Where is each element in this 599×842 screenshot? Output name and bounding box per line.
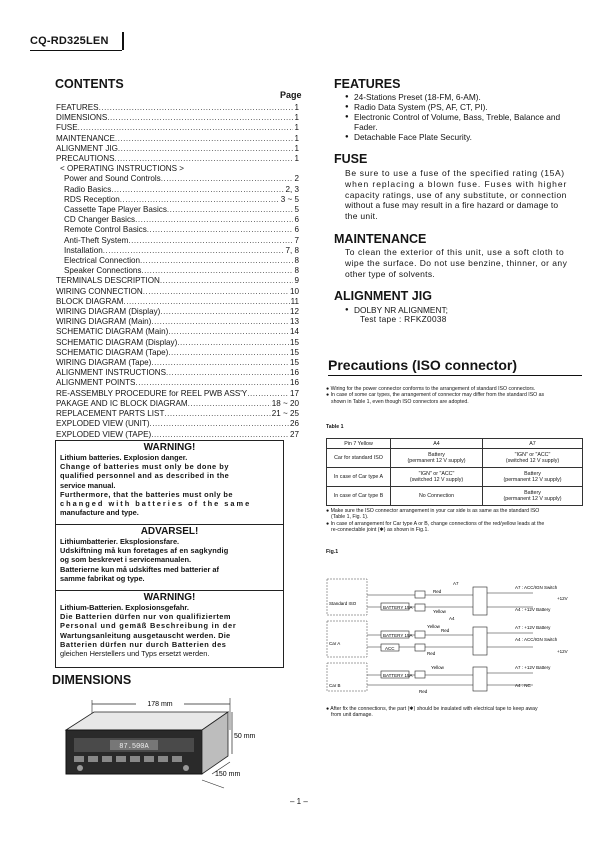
toc-row bbox=[56, 358, 299, 368]
warning-line: Lithium-Batterien. Explosionsgefahr. bbox=[60, 603, 189, 612]
toc-entry-title: TERMINALS DESCRIPTION bbox=[56, 276, 160, 286]
toc-row bbox=[56, 419, 299, 429]
toc-row bbox=[56, 225, 299, 235]
toc-row bbox=[56, 399, 299, 409]
table-row bbox=[327, 449, 583, 468]
table-cell: In case of Car type B bbox=[327, 487, 391, 506]
toc-entry-title: SCHEMATIC DIAGRAM (Main) bbox=[56, 327, 169, 337]
toc-entry-page: 9 bbox=[294, 276, 299, 286]
fig-battery-label: BATTERY 15A bbox=[383, 633, 413, 638]
toc-entry-title: REPLACEMENT PARTS LIST bbox=[56, 409, 165, 419]
toc-row bbox=[56, 185, 299, 195]
warning-german bbox=[56, 591, 283, 667]
fig-yellow-label: Yellow bbox=[427, 624, 440, 629]
feature-item: ● Detachable Face Plate Security. bbox=[345, 132, 585, 142]
warning-title: WARNING! bbox=[143, 592, 196, 603]
toc-row bbox=[56, 103, 299, 113]
warning-line: Lithium batteries. Explosion danger. bbox=[60, 453, 188, 462]
toc-entry-title: Power and Sound Controls bbox=[64, 174, 161, 184]
toc-leader-dots bbox=[247, 389, 289, 399]
toc-entry-title: PAKAGE AND IC BLOCK DIAGRAM bbox=[56, 398, 188, 408]
fig-red-label: Red bbox=[433, 589, 442, 594]
maintenance-line: other type of solvents. bbox=[345, 268, 436, 279]
warning-line: Furthermore, that the batteries must only be bbox=[60, 489, 233, 499]
toc-entry-title: FEATURES bbox=[56, 103, 99, 112]
note-line: ● In case of arrangement for Car type A or B, change connections of the red/yellow leads at the bbox=[326, 520, 545, 527]
toc-entry-title: Electrical Connection bbox=[64, 256, 141, 266]
fig-red-label: Red bbox=[419, 689, 428, 694]
maintenance-text bbox=[345, 247, 567, 279]
iso-connector-table bbox=[326, 438, 583, 506]
features-title: FEATURES bbox=[334, 77, 401, 91]
toc-leader-dots bbox=[123, 297, 289, 307]
toc-entry-page: 13 bbox=[289, 317, 299, 327]
table-cell: Battery (permanent 12 V supply) bbox=[391, 449, 483, 468]
fig-acc-label: ACC bbox=[385, 646, 395, 651]
table-row bbox=[327, 468, 583, 487]
table-header-cell: A7 bbox=[483, 439, 583, 449]
contents-title: CONTENTS bbox=[55, 77, 124, 91]
warning-line: qualified personnel and as described in the bbox=[60, 471, 230, 481]
warning-line: Batterien dürfen nur durch Batterien des bbox=[60, 639, 227, 649]
toc-leader-dots bbox=[115, 134, 294, 144]
page-number: – 1 – bbox=[290, 797, 308, 806]
toc-row bbox=[56, 123, 299, 133]
height-label: 50 mm bbox=[234, 733, 256, 740]
toc-entry-page: 1 bbox=[294, 113, 299, 123]
table-cell: No Connection bbox=[391, 487, 483, 506]
warning-danish bbox=[56, 525, 283, 591]
table-row bbox=[327, 487, 583, 506]
toc-entry-title: Cassette Tape Player Basics bbox=[64, 205, 167, 215]
toc-entry-title: Remote Control Basics bbox=[64, 225, 147, 235]
toc-row bbox=[56, 287, 299, 297]
toc-entry-title: MAINTENANCE bbox=[56, 133, 115, 143]
warning-line: Personal und gemäß Beschreibung in der bbox=[60, 621, 237, 631]
table-label: Table 1 bbox=[326, 424, 344, 430]
width-label: 178 mm bbox=[147, 701, 173, 708]
table-cell: Battery (permanent 12 V supply) bbox=[483, 468, 583, 487]
toc-entry-page: 26 bbox=[289, 419, 299, 429]
toc-entry-title: EXPLODED VIEW (TAPE) bbox=[56, 429, 152, 439]
features-list bbox=[345, 92, 585, 142]
iso-wiring-figure bbox=[323, 575, 585, 695]
note-line: re-connectable joint (✱) as shown in Fig.1. bbox=[331, 527, 429, 534]
toc-entry-title: < OPERATING INSTRUCTIONS > bbox=[60, 164, 184, 174]
toc-row bbox=[56, 348, 299, 358]
precautions-after-notes bbox=[326, 508, 588, 534]
table-cell: Battery (permanent 12 V supply) bbox=[483, 487, 583, 506]
toc-entry-title: DIMENSIONS bbox=[56, 113, 108, 123]
toc-leader-dots bbox=[167, 205, 294, 215]
toc-entry-page: 16 bbox=[289, 368, 299, 378]
alignment-item: ● DOLBY NR ALIGNMENT; bbox=[345, 305, 545, 315]
table-cell: "IGN" or "ACC" (switched 12 V supply) bbox=[391, 468, 483, 487]
footer-note bbox=[326, 706, 588, 719]
toc-entry-page: 18 ~ 20 bbox=[271, 398, 299, 408]
toc-row bbox=[56, 205, 299, 215]
toc-leader-dots bbox=[118, 144, 294, 154]
fuse-line: the unit. bbox=[345, 211, 378, 222]
warning-line: manufacture and type. bbox=[60, 508, 139, 518]
fig-a7-acc: A7 : ACC/IGN Switch bbox=[515, 585, 558, 590]
toc-entry-title: Installation bbox=[64, 245, 103, 255]
fig-red-label: Red bbox=[441, 628, 450, 633]
feature-item: ● 24-Stations Preset (18-FM, 6-AM). bbox=[345, 92, 585, 102]
toc-row bbox=[56, 409, 299, 419]
toc-row bbox=[56, 154, 299, 164]
fig-car-b-label: Car B bbox=[329, 683, 341, 688]
toc-row bbox=[56, 430, 299, 440]
toc-entry-page: 11 bbox=[290, 296, 299, 306]
toc-leader-dots bbox=[151, 358, 289, 368]
toc-row bbox=[56, 389, 299, 399]
toc-row bbox=[56, 307, 299, 317]
toc-row bbox=[56, 266, 299, 276]
fig-yellow-label: Yellow bbox=[433, 609, 446, 614]
toc-leader-dots bbox=[103, 246, 285, 256]
toc-leader-dots bbox=[141, 266, 293, 276]
toc-entry-title: WIRING DIAGRAM (Main) bbox=[56, 317, 152, 327]
fuse-line: capacity ratings, use of any substitute, or connection bbox=[345, 189, 567, 200]
fig-a7-bat: A7 : +12V Battery bbox=[515, 625, 551, 630]
fig-a4-acc: A4 : ACC/IGN Switch bbox=[515, 637, 558, 642]
toc-row bbox=[56, 144, 299, 154]
toc-leader-dots bbox=[166, 368, 289, 378]
note-line: ● Make sure the ISO connector arrangement in your car side is as same as the standard ISO bbox=[326, 508, 540, 514]
warning-line: Udskiftning må kun foretages af en sagkyndig bbox=[60, 546, 229, 556]
note-line: from unit damage. bbox=[331, 712, 373, 719]
warning-line: samme fabrikat og type. bbox=[60, 573, 145, 583]
table-header-cell: Pin 7 Yellow bbox=[327, 439, 391, 449]
note-line: (Table 1, Fig. 1). bbox=[331, 514, 369, 521]
fuse-title: FUSE bbox=[334, 152, 368, 166]
fuse-line: when replacing a blown fuse. Fuses with higher bbox=[345, 178, 568, 189]
fuse-text bbox=[345, 168, 567, 222]
toc-row bbox=[56, 113, 299, 123]
toc-entry-page: 2 bbox=[294, 174, 299, 184]
warning-title: WARNING! bbox=[143, 442, 196, 453]
warning-line: gleichen Herstellers und Typs ersetzt werden. bbox=[60, 649, 210, 659]
toc-entry-page: 3 ~ 5 bbox=[280, 194, 299, 204]
precautions-notes bbox=[326, 386, 586, 405]
warning-line: Batterierne kun må udskiftes med batterier af bbox=[60, 564, 219, 574]
warning-line: Wartungsanleitung ausgetauscht werden. Die bbox=[60, 630, 231, 640]
toc-leader-dots bbox=[111, 185, 284, 195]
toc-entry-page: 1 bbox=[294, 123, 299, 133]
precautions-title: Precautions (ISO connector) bbox=[328, 357, 518, 373]
table-header-cell: A4 bbox=[391, 439, 483, 449]
toc-row bbox=[56, 164, 299, 174]
toc-entry-page: 6 bbox=[294, 225, 299, 235]
toc-row bbox=[56, 174, 299, 184]
note-line: shown in Table 1, even though ISO connectors are adopted. bbox=[331, 398, 469, 405]
toc-row bbox=[56, 368, 299, 378]
toc-row bbox=[56, 297, 299, 307]
toc-page-label: Page bbox=[280, 90, 302, 100]
warning-line: changed with batteries of the same bbox=[60, 499, 252, 509]
toc-entry-page: 7, 8 bbox=[285, 245, 299, 255]
toc-leader-dots bbox=[99, 103, 294, 113]
alignment-test-tape: Test tape : RFKZ0038 bbox=[360, 314, 447, 324]
fig-standard-iso-label: Standard ISO bbox=[329, 601, 357, 606]
toc-leader-dots bbox=[160, 307, 289, 317]
toc-leader-dots bbox=[168, 327, 289, 337]
warning-line: Change of batteries must only be done by bbox=[60, 462, 230, 472]
warning-line: Die Batterien dürfen nur von qualifiziertem bbox=[60, 612, 231, 622]
toc-entry-title: Anti-Theft System bbox=[64, 235, 129, 245]
toc-entry-page: 5 bbox=[294, 205, 299, 215]
toc-row bbox=[56, 327, 299, 337]
fuse-line: without a fuse may result in a fire hazard or damage to bbox=[345, 200, 559, 211]
toc-entry-page: 8 bbox=[294, 266, 299, 276]
toc-row bbox=[56, 378, 299, 388]
toc-entry-page: 2, 3 bbox=[285, 184, 299, 194]
toc-row bbox=[56, 195, 299, 205]
table-cell: In case of Car type A bbox=[327, 468, 391, 487]
header-rule bbox=[30, 50, 122, 51]
toc-entry-title: ALIGNMENT INSTRUCTIONS bbox=[56, 368, 167, 378]
toc-leader-dots bbox=[160, 276, 294, 286]
table-cell: Car for standard ISO bbox=[327, 449, 391, 468]
fig-plus12: +12V bbox=[557, 596, 568, 601]
fig-red-label: Red bbox=[427, 651, 436, 656]
toc-entry-page: 8 bbox=[294, 256, 299, 266]
maintenance-title: MAINTENANCE bbox=[334, 232, 427, 246]
toc-entry-page: 15 bbox=[289, 337, 299, 347]
warning-line: og som beskrevet i servicemanualen. bbox=[60, 555, 192, 565]
toc-entry-title: RE-ASSEMBLY PROCEDURE for REEL PWB ASS'Y bbox=[56, 388, 248, 398]
toc-entry-title: EXPLODED VIEW (UNIT) bbox=[56, 419, 150, 429]
toc-entry-page: 1 bbox=[294, 154, 299, 164]
toc-row bbox=[56, 256, 299, 266]
toc-leader-dots bbox=[114, 154, 293, 164]
toc-entry-page: 17 bbox=[289, 388, 299, 398]
feature-item: ● Radio Data System (PS, AF, CT, PI). bbox=[345, 102, 585, 112]
toc-entry-title: WIRING DIAGRAM (Tape) bbox=[56, 358, 152, 368]
battery-warning-box bbox=[55, 440, 284, 668]
toc-entry-title: Speaker Connections bbox=[64, 266, 142, 276]
toc-entry-title: RDS Reception bbox=[64, 194, 120, 204]
warning-title: ADVARSEL! bbox=[140, 526, 199, 537]
table-cell: "IGN" or "ACC" (switched 12 V supply) bbox=[483, 449, 583, 468]
fig-plus12: +12V bbox=[557, 649, 568, 654]
note-line: ● In case of some car types, the arrangement of connector may differ from the standard ISO as bbox=[326, 392, 545, 399]
toc-entry-page: 1 bbox=[294, 143, 299, 153]
toc-leader-dots bbox=[164, 409, 270, 419]
fig-battery-label: BATTERY 15A bbox=[383, 673, 413, 678]
toc-leader-dots bbox=[177, 338, 289, 348]
toc-entry-page: 10 bbox=[289, 286, 299, 296]
toc-leader-dots bbox=[140, 256, 293, 266]
toc-entry-title: Radio Basics bbox=[64, 184, 112, 194]
toc-leader-dots bbox=[143, 287, 289, 297]
toc-leader-dots bbox=[168, 348, 289, 358]
warning-english bbox=[56, 441, 283, 525]
warning-line: Lithiumbatterier. Eksplosionsfare. bbox=[60, 537, 180, 546]
toc-leader-dots bbox=[151, 430, 289, 440]
fig-battery-label: BATTERY 15A bbox=[383, 605, 413, 610]
toc-leader-dots bbox=[128, 236, 293, 246]
alignment-jig-title: ALIGNMENT JIG bbox=[334, 289, 432, 303]
toc-entry-page: 21 ~ 25 bbox=[271, 409, 299, 419]
toc-leader-dots bbox=[188, 399, 271, 409]
toc-entry-page: 1 bbox=[294, 103, 299, 112]
toc-entry-title: FUSE bbox=[56, 123, 78, 133]
fig-a4-bat: A4 : +12V Battery bbox=[515, 607, 551, 612]
toc-entry-title: CD Changer Basics bbox=[64, 215, 136, 225]
unit-dimensions-drawing bbox=[52, 690, 272, 790]
toc-entry-title: BLOCK DIAGRAM bbox=[56, 296, 124, 306]
toc-entry-page: 6 bbox=[294, 215, 299, 225]
toc-leader-dots bbox=[107, 113, 293, 123]
toc-row bbox=[56, 246, 299, 256]
note-line: ● Wiring for the power connector conforms to the arrangement of standard ISO connectors. bbox=[326, 386, 536, 392]
toc-entry-page: 7 bbox=[294, 235, 299, 245]
toc-entry-page: 14 bbox=[289, 327, 299, 337]
header-bar bbox=[122, 32, 124, 50]
maintenance-line: To clean the exterior of this unit, use a soft cloth to bbox=[345, 247, 565, 257]
fig-yellow-label: Yellow bbox=[431, 665, 444, 670]
toc-entry-page: 12 bbox=[289, 307, 299, 317]
precautions-rule bbox=[328, 375, 582, 376]
toc-leader-dots bbox=[147, 225, 294, 235]
toc-entry-title: ALIGNMENT JIG bbox=[56, 143, 118, 153]
toc-entry-title: ALIGNMENT POINTS bbox=[56, 378, 136, 388]
toc-entry-page: 1 bbox=[294, 133, 299, 143]
toc-entry-page: 27 bbox=[289, 429, 299, 439]
toc-entry-title: PRECAUTIONS bbox=[56, 154, 115, 164]
toc-leader-dots bbox=[150, 419, 289, 429]
toc-entry-title: WIRING CONNECTION bbox=[56, 286, 143, 296]
toc-entry-title: SCHEMATIC DIAGRAM (Tape) bbox=[56, 347, 169, 357]
toc-entry-title: SCHEMATIC DIAGRAM (Display) bbox=[56, 337, 178, 347]
dimensions-title: DIMENSIONS bbox=[52, 673, 132, 687]
toc-entry-page: 16 bbox=[289, 378, 299, 388]
toc-row bbox=[56, 276, 299, 286]
toc-entry-page: 15 bbox=[289, 358, 299, 368]
fig-car-a-label: Car A bbox=[329, 641, 341, 646]
toc-leader-dots bbox=[151, 317, 289, 327]
model-number: CQ-RD325LEN bbox=[30, 35, 109, 47]
toc-leader-dots bbox=[161, 174, 294, 184]
toc-entry-page: 15 bbox=[289, 347, 299, 357]
table-header-row bbox=[327, 439, 583, 449]
display-text: 87.500A bbox=[119, 743, 149, 751]
fig-a4-nc: A4 : NC bbox=[515, 683, 531, 688]
fig-a4-label: A4 bbox=[449, 616, 455, 621]
toc-leader-dots bbox=[135, 378, 289, 388]
toc-row bbox=[56, 338, 299, 348]
table-of-contents bbox=[56, 103, 299, 440]
fuse-line: Be sure to use a fuse of the specified rating (15A) bbox=[345, 168, 565, 178]
toc-leader-dots bbox=[135, 215, 293, 225]
fig-a7-bat: A7 : +12V Battery bbox=[515, 665, 551, 670]
toc-leader-dots bbox=[120, 195, 280, 205]
toc-entry-title: WIRING DIAGRAM (Display) bbox=[56, 307, 161, 317]
depth-label: 150 mm bbox=[215, 771, 241, 778]
figure-label: Fig.1 bbox=[326, 549, 339, 555]
toc-row bbox=[56, 236, 299, 246]
toc-row bbox=[56, 215, 299, 225]
maintenance-line: wipe the surface. Do not use benzine, thinner, or any bbox=[345, 257, 568, 268]
toc-row bbox=[56, 134, 299, 144]
feature-item: ● Electronic Control of Volume, Bass, Treble, Balance and Fader. bbox=[345, 112, 585, 132]
toc-leader-dots bbox=[78, 123, 294, 133]
toc-row bbox=[56, 317, 299, 327]
note-line: ● After fix the connections, the part (✱) should be insulated with electrical tape to keep away bbox=[326, 706, 538, 712]
fig-a7-label: A7 bbox=[453, 581, 459, 586]
warning-line: service manual. bbox=[60, 480, 116, 490]
